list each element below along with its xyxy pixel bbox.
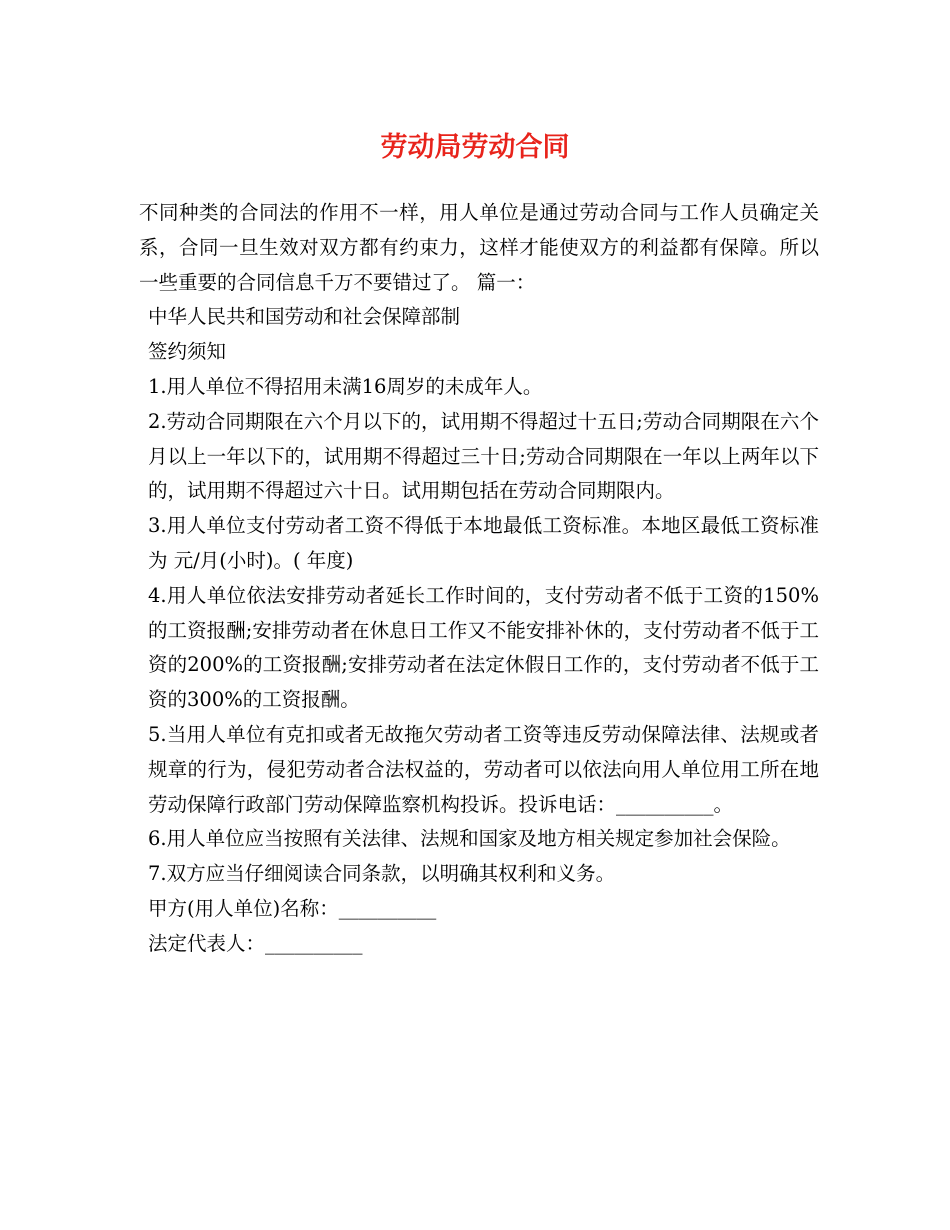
notice-item-3: 3.用人单位支付劳动者工资不得低于本地最低工资标准。本地区最低工资标准为 元/月(小时)。( 年度)	[148, 514, 819, 572]
document-body	[139, 196, 819, 962]
notice-item-4: 4.用人单位依法安排劳动者延长工作时间的，支付劳动者不低于工资的150%的工资报酬;安排劳动者在休息日工作又不能安排补休的，支付劳动者不低于工资的200%的工资报酬;安排劳动者在法定休假日工作的，支付劳动者不低于工资的300%的工资报酬。	[148, 583, 819, 712]
issuer-line: 中华人民共和国劳动和社会保障部制	[148, 305, 461, 329]
legal-representative-field: 法定代表人：__________	[148, 931, 363, 955]
notice-item-1: 1.用人单位不得招用未满16周岁的未成年人。	[148, 374, 543, 398]
notice-item-5: 5.当用人单位有克扣或者无故拖欠劳动者工资等违反劳动保障法律、法规或者规章的行为，侵犯劳动者合法权益的，劳动者可以依法向用人单位用工所在地劳动保障行政部门劳动保障监察机构投诉。投诉电话：__________。	[148, 722, 819, 816]
intro-paragraph: 不同种类的合同法的作用不一样，用人单位是通过劳动合同与工作人员确定关系，合同一旦生效对双方都有约束力，这样才能使双方的利益都有保障。所以一些重要的合同信息千万不要错过了。 篇一：	[139, 201, 819, 294]
notice-item-6: 6.用人单位应当按照有关法律、法规和国家及地方相关规定参加社会保险。	[148, 827, 791, 851]
document-title: 劳动局劳动合同	[380, 132, 570, 163]
section-heading: 签约须知	[148, 340, 227, 364]
party-a-name-field: 甲方(用人单位)名称：__________	[148, 896, 437, 920]
notice-item-7: 7.双方应当仔细阅读合同条款，以明确其权利和义务。	[148, 862, 616, 886]
notice-item-2: 2.劳动合同期限在六个月以下的，试用期不得超过十五日;劳动合同期限在六个月以上一年以下的，试用期不得超过三十日;劳动合同期限在一年以上两年以下的，试用期不得超过六十日。试用期包括在劳动合同期限内。	[148, 409, 819, 503]
